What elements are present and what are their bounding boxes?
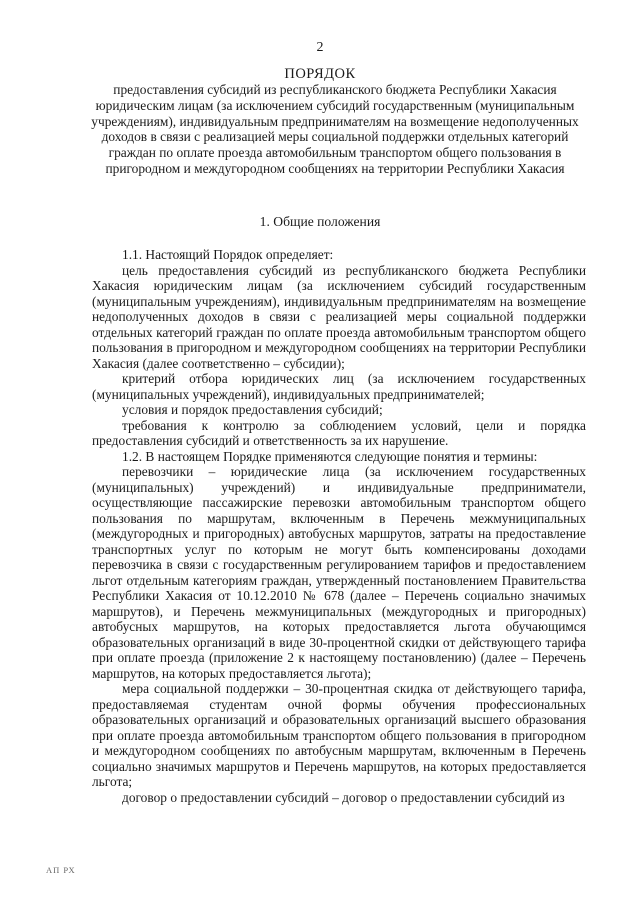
document-title: ПОРЯДОК [284, 66, 356, 82]
paragraph-carriers: перевозчики – юридические лица (за исключением государственных (муниципальных) учреждений) и индивидуальные предприниматели, осуществляющие пассажирские перевозки автомобильным транспортом общего пользования по маршрутам, включенным в Перечень межмуниципальных (междугородных и пригородных) автобусных маршрутов, затраты на предоставление транспортных услуг по которым не могут быть компенсированы доходами перевозчика в связи с государственным регулированием тарифов и предоставлением льгот отдельным категориям граждан, утвержденный постановлением Правительства Республики Хакасия от 10.12.2010 № 678 (далее – Перечень социально значимых маршрутов), и Перечень межмуниципальных (междугородных и пригородных) автобусных маршрутов, на которых предоставляется льгота обучающимся образовательных организаций в виде 30-процентной скидки от действующего тарифа при оплате проезда (приложение 2 к настоящему постановлению) (далее – Перечень маршрутов, на которых предоставляется льгота); [92, 464, 586, 681]
paragraph-agreement: договор о предоставлении субсидий – договор о предоставлении субсидий из [122, 789, 565, 805]
paragraph-social-support: мера социальной поддержки – 30-процентная скидка от действующего тарифа, предоставляемая студентам очной формы обучения профессиональных образовательных организаций и образовательных организаций высшего образования при оплате проезда автомобильным транспортом общего пользования в пригородном и междугородном сообщениях по автобусным маршрутам, включенным в Перечень социально значимых маршрутов и Перечень маршрутов, на которых предоставляется льгота; [92, 681, 586, 789]
page-number: 2 [316, 40, 324, 55]
paragraph-1-1: 1.1. Настоящий Порядок определяет: [122, 247, 334, 262]
document-body [92, 247, 586, 805]
footer-stamp: АП РХ [46, 865, 76, 875]
paragraph-criteria: критерий отбора юридических лиц (за исключением государственных (муниципальных учреждений), индивидуальных предпринимателей; [92, 371, 586, 402]
document-subtitle: предоставления субсидий из республиканского бюджета Республики Хакасия юридическим лицам (за исключением субсидий государственным (муниципальным учреждениям), индивидуальным предпринимателям на возмещение недополученных доходов в связи с реализацией меры социальной поддержки отдельных категорий граждан по оплате проезда автомобильным транспортом общего пользования в пригородном и междугородном сообщениях на территории Республики Хакасия [91, 82, 579, 176]
section-heading: 1. Общие положения [259, 214, 381, 229]
paragraph-1-2: 1.2. В настоящем Порядке применяются следующие понятия и термины: [122, 448, 538, 464]
paragraph-conditions: условия и порядок предоставления субсидий; [122, 402, 383, 417]
paragraph-requirements: требования к контролю за соблюдением условий, цели и порядка предоставления субсидий и ответственность за их нарушение. [92, 417, 586, 448]
paragraph-goal: цель предоставления субсидий из республиканского бюджета Республики Хакасия юридическим лицам (за исключением субсидий государственным (муниципальным учреждениям), индивидуальным предпринимателям на возмещение недополученных доходов в связи с реализацией меры социальной поддержки отдельных категорий граждан по оплате проезда автомобильным транспортом общего пользования в пригородном и междугородном сообщениях на территории Республики Хакасия (далее соответственно – субсидии); [92, 262, 586, 371]
